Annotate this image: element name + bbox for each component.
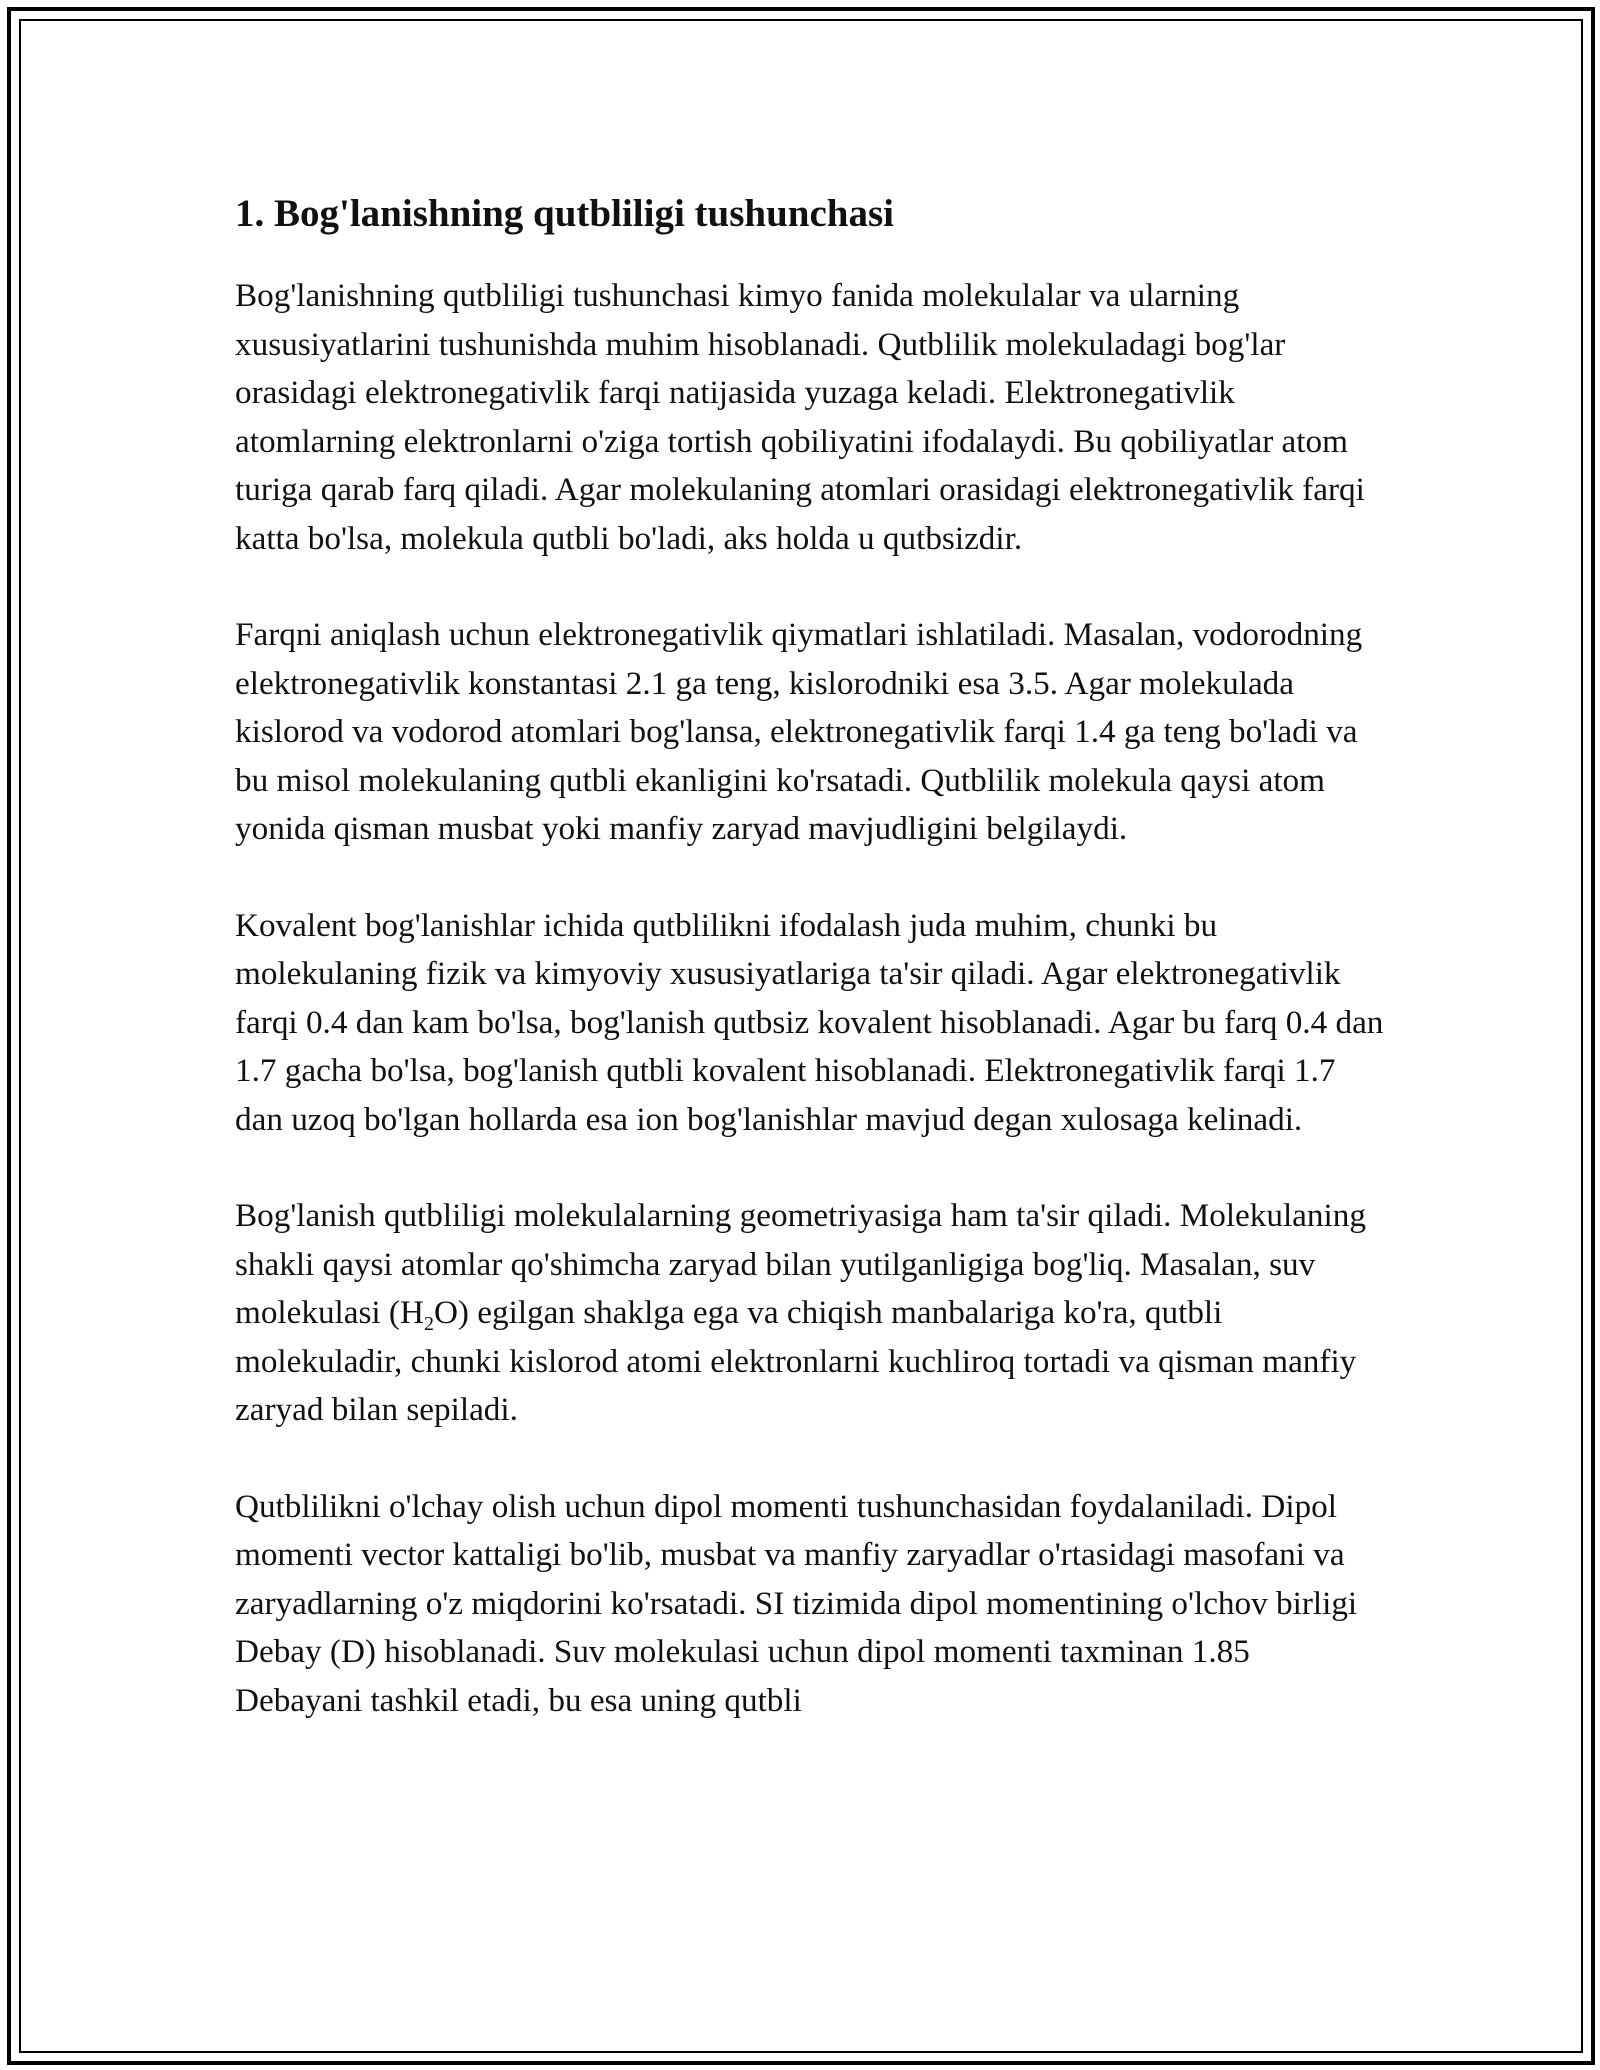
paragraph-5: Qutblilikni o'lchay olish uchun dipol momenti tushunchasidan foydalaniladi. Dipol momenti vector kattaligi bo'lib, musbat va manfiy zaryadlar o'rtasidagi masofani va zaryadlarning o'z miqdorini ko'rsatadi. SI tizimida dipol momentining o'lchov birligi Debay (D) hisoblanadi. Suv molekulasi uchun dipol momenti taxminan 1.85 Debayani tashkil etadi, bu esa uning qutbli [235, 1487, 1358, 1719]
paragraph-4 [235, 1192, 1385, 1435]
paragraph-1: Bog'lanishning qutbliligi tushunchasi kimyo fanida molekulalar va ularning xususiyatlarini tushunishda muhim hisoblanadi. Qutblilik molekuladagi bog'lar orasidagi elektronegativlik farqi natijasida yuzaga keladi. Elektronegativlik atomlarning elektronlarni o'ziga tortish qobiliyatini ifodalaydi. Bu qobiliyatlar atom turiga qarab farq qiladi. Agar molekulaning atomlari orasidagi elektronegativlik farqi katta bo'lsa, molekula qutbli bo'ladi, aks holda u qutbsizdir. [235, 277, 1365, 557]
document-body [235, 184, 1385, 1773]
paragraph-4-text-after: O) egilgan shaklga ega va chiqish manbalariga ko'ra, qutbli molekuladir, chunki kislorod atomi elektronlarni kuchliroq tortadi va qisman manfiy zaryad bilan sepiladi. [235, 1294, 1357, 1428]
paragraph-2: Farqni aniqlash uchun elektronegativlik qiymatlari ishlatiladi. Masalan, vodorodning elektronegativlik konstantasi 2.1 ga teng, kislorodniki esa 3.5. Agar molekulada kislorod va vodorod atomlari bog'lansa, elektronegativlik farqi 1.4 ga teng bo'ladi va bu misol molekulaning qutbli ekanligini ko'rsatadi. Qutblilik molekula qaysi atom yonida qisman musbat yoki manfiy zaryad mavjudligini belgilaydi. [235, 616, 1363, 847]
section-heading: 1. Bog'lanishning qutbliligi tushunchasi [235, 192, 894, 235]
paragraph-4-text-before: Bog'lanish qutbliligi molekulalarning geometriyasiga ham ta'sir qiladi. Molekulaning shakli qaysi atomlar qo'shimcha zaryad bilan yutilganligiga bog'liq. Masalan, suv molekulasi (H [235, 1197, 1366, 1331]
water-formula-subscript: 2 [423, 1313, 434, 1335]
paragraph-3: Kovalent bog'lanishlar ichida qutblilikni ifodalash juda muhim, chunki bu molekulaning fizik va kimyoviy xususiyatlariga ta'sir qiladi. Agar elektronegativlik farqi 0.4 dan kam bo'lsa, bog'lanish qutbsiz kovalent hisoblanadi. Agar bu farq 0.4 dan 1.7 gacha bo'lsa, bog'lanish qutbli kovalent hisoblanadi. Elektronegativlik farqi 1.7 dan uzoq bo'lgan hollarda esa ion bog'lanishlar mavjud degan xulosaga kelinadi. [235, 906, 1384, 1138]
